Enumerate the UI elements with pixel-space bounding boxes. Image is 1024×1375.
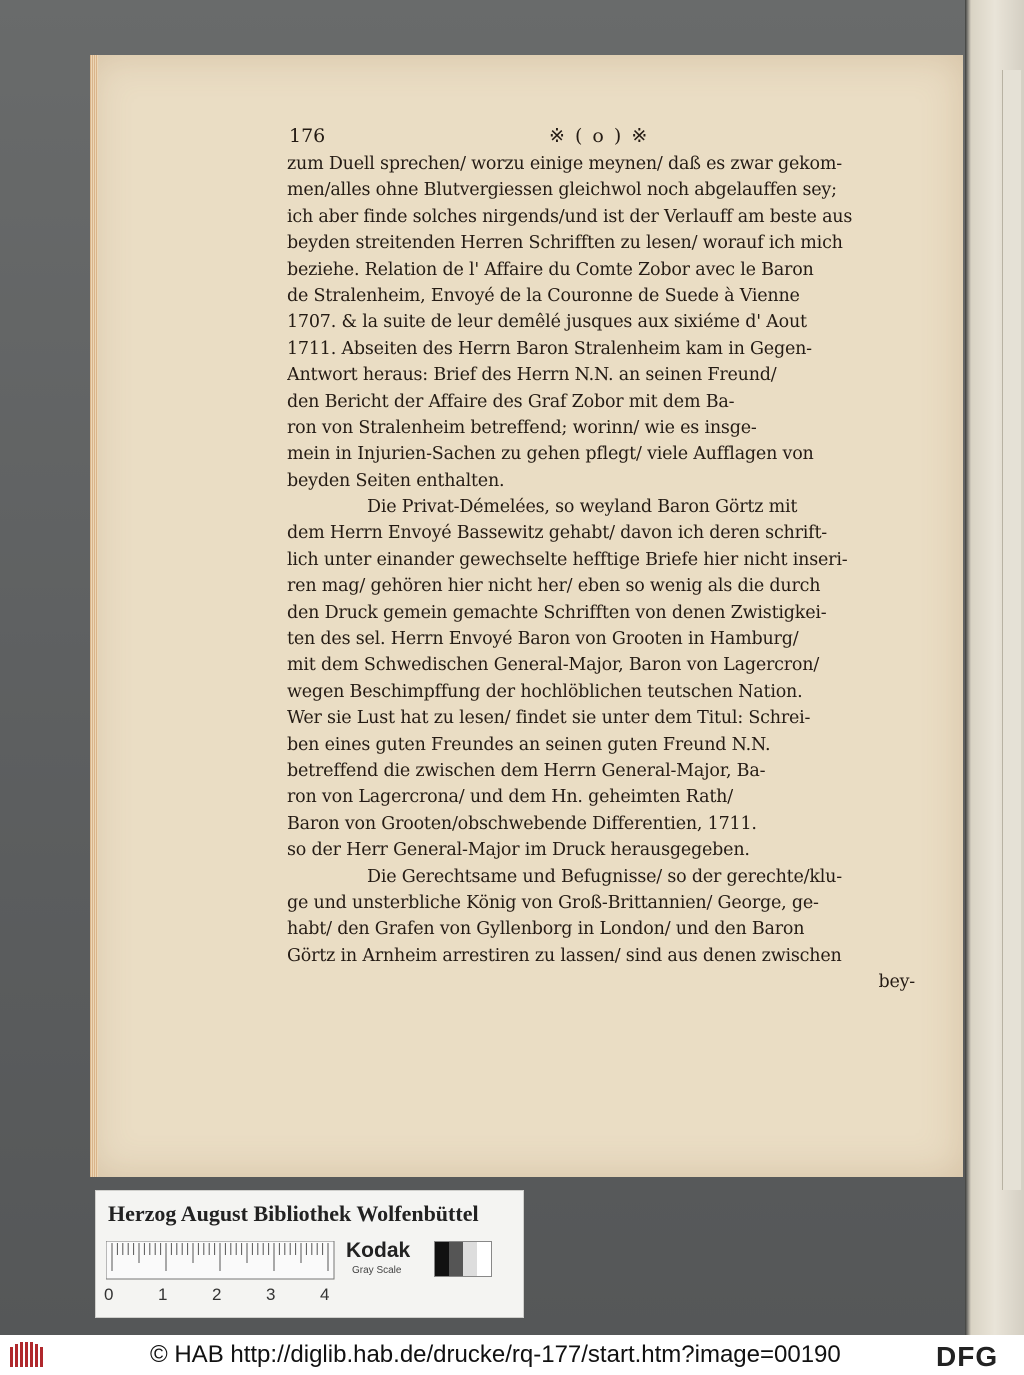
page-header xyxy=(287,125,923,151)
page-text-block xyxy=(287,125,923,996)
text-line: 1711. Abseiten des Herrn Baron Stralenheim kam in Gegen- xyxy=(287,338,812,359)
hab-logo-icon xyxy=(8,1341,44,1369)
text-line: den Druck gemein gemachte Schrifften von denen Zwistigkei- xyxy=(287,602,827,623)
facing-page-strip xyxy=(1002,70,1021,1190)
dfg-logo: DFG xyxy=(936,1341,999,1372)
text-line: dem Herrn Envoyé Bassewitz gehabt/ davon ich deren schrift- xyxy=(287,523,828,544)
text-line: 1707. & la suite de leur demêlé jusques aux sixiéme d' Aout xyxy=(287,312,807,333)
text-line: ten des sel. Herrn Envoyé Baron von Grooten in Hamburg/ xyxy=(287,629,799,650)
ruler-number: 4 xyxy=(320,1285,330,1304)
text-line: men/alles ohne Blutvergiessen gleichwol noch abgelauffen sey; xyxy=(287,180,837,201)
text-line: ben eines guten Freundes an seinen guten Freund N.N. xyxy=(287,734,771,755)
facing-page-edge xyxy=(965,0,1024,1335)
footer-url[interactable]: © HAB http://diglib.hab.de/drucke/rq-177/start.htm?image=00190 xyxy=(150,1341,841,1368)
kodak-subtitle: Gray Scale xyxy=(352,1265,402,1276)
text-line: Wer sie Lust hat zu lesen/ findet sie unter dem Titul: Schrei- xyxy=(287,708,811,729)
ruler-number: 3 xyxy=(266,1285,276,1304)
ruler-icon xyxy=(106,1241,336,1281)
text-line: beyden Seiten enthalten. xyxy=(287,470,505,491)
catchword: bey- xyxy=(878,972,915,993)
text-line: de Stralenheim, Envoyé de la Couronne de Suede à Vienne xyxy=(287,285,800,306)
text-lines xyxy=(287,151,923,969)
page-signature: ※ ( o ) ※ xyxy=(549,125,650,147)
text-line: ron von Lagercrona/ und dem Hn. geheimten Rath/ xyxy=(287,787,733,808)
text-line: habt/ den Grafen von Gyllenborg in London/ und den Baron xyxy=(287,919,805,940)
text-line: den Bericht der Affaire des Graf Zobor mit dem Ba- xyxy=(287,391,735,412)
page-number: 176 xyxy=(289,125,326,147)
text-line: zum Duell sprechen/ worzu einige meynen/ daß es zwar gekom- xyxy=(287,154,842,174)
page-stack-edge xyxy=(90,55,98,1177)
text-line: beyden streitenden Herren Schrifften zu lesen/ worauf ich mich xyxy=(287,233,843,254)
text-line: ge und unsterbliche König von Groß-Brittannien/ George, ge- xyxy=(287,892,819,913)
ruler-numbers xyxy=(102,1285,342,1307)
library-title: Herzog August Bibliothek Wolfenbüttel xyxy=(108,1201,479,1226)
text-line: ron von Stralenheim betreffend; worinn/ wie es insge- xyxy=(287,417,757,438)
text-line: mit dem Schwedischen General-Major, Baron von Lagercron/ xyxy=(287,655,820,676)
text-line: beziehe. Relation de l' Affaire du Comte Zobor avec le Baron xyxy=(287,259,814,280)
text-line: wegen Beschimpffung der hochlöblichen teutschen Nation. xyxy=(287,681,803,702)
text-line: ren mag/ gehören hier nicht her/ eben so wenig als die durch xyxy=(287,576,821,597)
text-line: so der Herr General-Major im Druck herausgegeben. xyxy=(287,840,750,861)
footer-bar xyxy=(0,1335,1024,1375)
text-line: Die Privat-Démelées, so weyland Baron Görtz mit xyxy=(367,497,798,518)
text-line: Die Gerechtsame und Befugnisse/ so der gerechte/klu- xyxy=(367,866,842,887)
text-line: lich unter einander gewechselte hefftige Briefe hier nicht inseri- xyxy=(287,549,848,570)
color-scale-card xyxy=(95,1190,524,1318)
ruler-number: 0 xyxy=(104,1285,114,1304)
ruler-number: 1 xyxy=(158,1285,168,1304)
text-line: betreffend die zwischen dem Herrn General-Major, Ba- xyxy=(287,760,766,781)
kodak-brand: Kodak xyxy=(346,1239,411,1262)
text-line: mein in Injurien-Sachen zu gehen pflegt/ viele Aufflagen von xyxy=(287,444,814,465)
text-line: ich aber finde solches nirgends/und ist der Verlauff am beste aus xyxy=(287,206,853,227)
text-line: Antwort heraus: Brief des Herrn N.N. an seinen Freund/ xyxy=(287,365,777,386)
text-line: Görtz in Arnheim arrestiren zu lassen/ sind aus denen zwischen xyxy=(287,945,842,966)
text-line: Baron von Grooten/obschwebende Differentien, 1711. xyxy=(287,813,757,834)
ruler-number: 2 xyxy=(212,1285,222,1304)
gray-scale-steps xyxy=(434,1241,492,1277)
